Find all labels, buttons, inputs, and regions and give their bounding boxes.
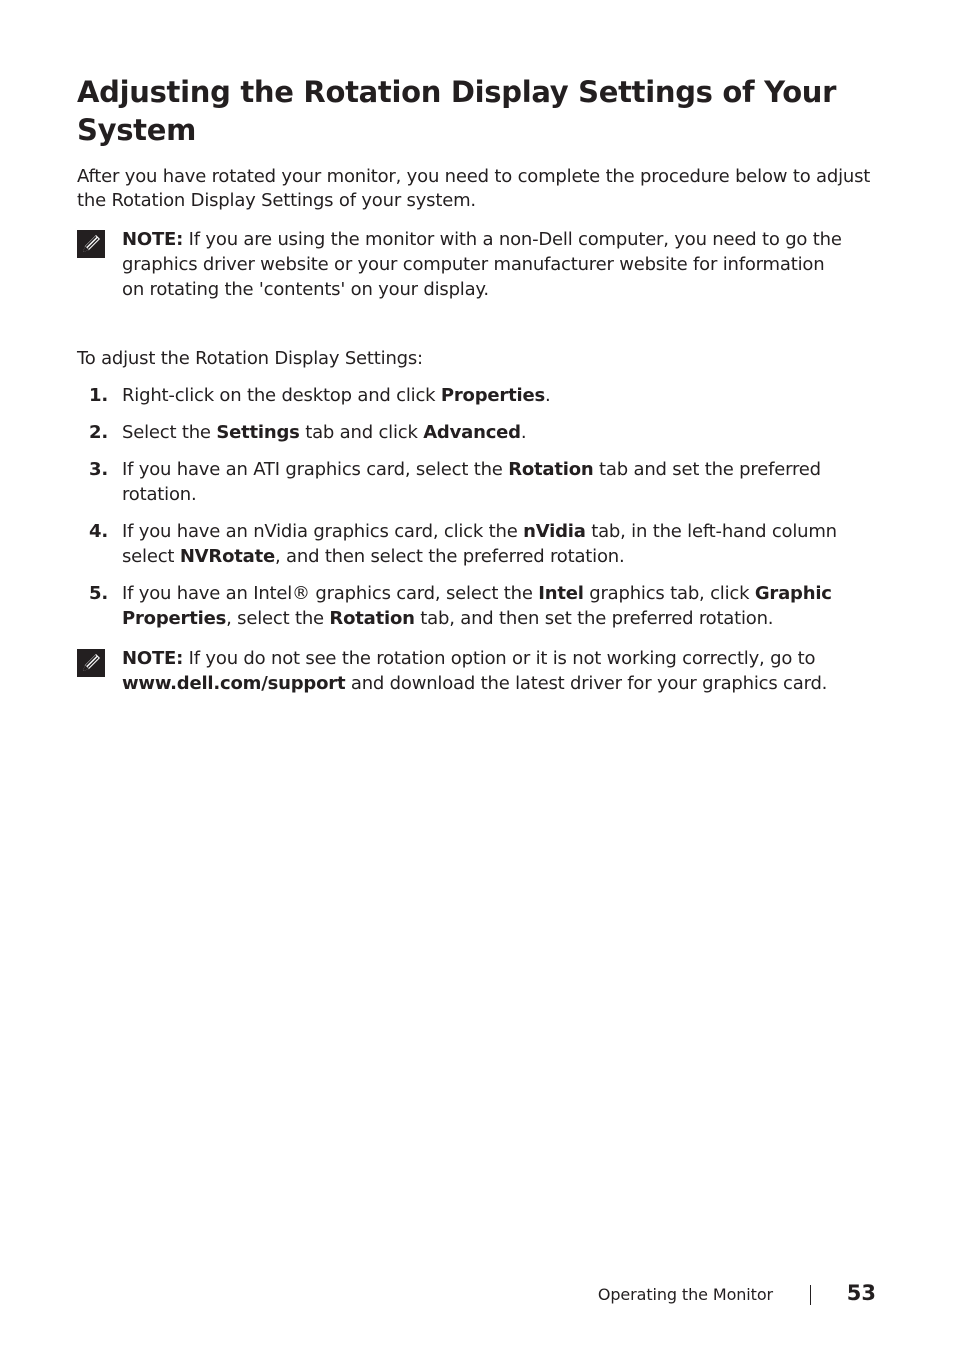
footer-divider [810, 1285, 811, 1305]
pencil-note-icon [77, 649, 105, 677]
step-text: tab and click [299, 422, 424, 443]
step-5 [77, 581, 877, 631]
step-text: . [545, 385, 551, 406]
note-label: NOTE: [122, 648, 184, 669]
ui-term: Advanced [423, 422, 521, 443]
note-text [122, 646, 877, 696]
ui-term: Properties [440, 385, 545, 406]
steps-list [77, 383, 877, 643]
step-text: tab, and then set the preferred rotation. [414, 608, 774, 629]
step-text: Right-click on the desktop and click [122, 385, 441, 406]
note-body: and download the latest driver for your graphics card. [345, 673, 828, 694]
step-number: 1. [89, 385, 108, 406]
note-body: If you are using the monitor with a non-Dell computer, you need to go the graphics driver website or your computer manufacturer website for information on rotating the 'contents' on your display. [122, 229, 842, 300]
page-footer [0, 1280, 954, 1310]
step-4 [77, 519, 877, 569]
step-text: graphics tab, click [583, 583, 755, 604]
step-number: 4. [89, 521, 108, 542]
step-text: If you have an Intel® graphics card, select the [122, 583, 539, 604]
procedure-lead: To adjust the Rotation Display Settings: [77, 348, 423, 369]
support-url: www.dell.com/support [122, 673, 346, 694]
step-1 [77, 383, 877, 408]
ui-term: Rotation [508, 459, 594, 480]
step-number: 3. [89, 459, 108, 480]
page-title: Adjusting the Rotation Display Settings of Your System [77, 75, 837, 147]
step-3 [77, 457, 877, 507]
note-body: If you do not see the rotation option or it is not working correctly, go to [183, 648, 816, 669]
step-number: 5. [89, 583, 108, 604]
ui-term: Graphic Properties [122, 583, 832, 629]
step-text: . [520, 422, 527, 443]
ui-term: NVRotate [179, 546, 275, 567]
ui-term: nVidia [523, 521, 586, 542]
note-label: NOTE: [122, 229, 184, 250]
pencil-note-icon [77, 230, 105, 258]
step-text: tab, in the left-hand column select [122, 521, 837, 567]
step-text: , select the [226, 608, 330, 629]
ui-term: Rotation [329, 608, 415, 629]
page-number: 53 [846, 1281, 876, 1305]
note-text [122, 227, 842, 302]
step-text: tab and set the preferred rotation. [122, 459, 821, 505]
step-text: If you have an ATI graphics card, select the [122, 459, 509, 480]
ui-term: Settings [216, 422, 300, 443]
intro-paragraph: After you have rotated your monitor, you need to complete the procedure below to adjust the Rotation Display Settings of your system. [77, 166, 871, 211]
step-text: If you have an nVidia graphics card, click the [122, 521, 524, 542]
ui-term: Intel [538, 583, 584, 604]
step-text: , and then select the preferred rotation. [275, 546, 625, 567]
step-2 [77, 420, 877, 445]
footer-section-title: Operating the Monitor [597, 1285, 773, 1304]
step-number: 2. [89, 422, 108, 443]
step-text: Select the [122, 422, 217, 443]
